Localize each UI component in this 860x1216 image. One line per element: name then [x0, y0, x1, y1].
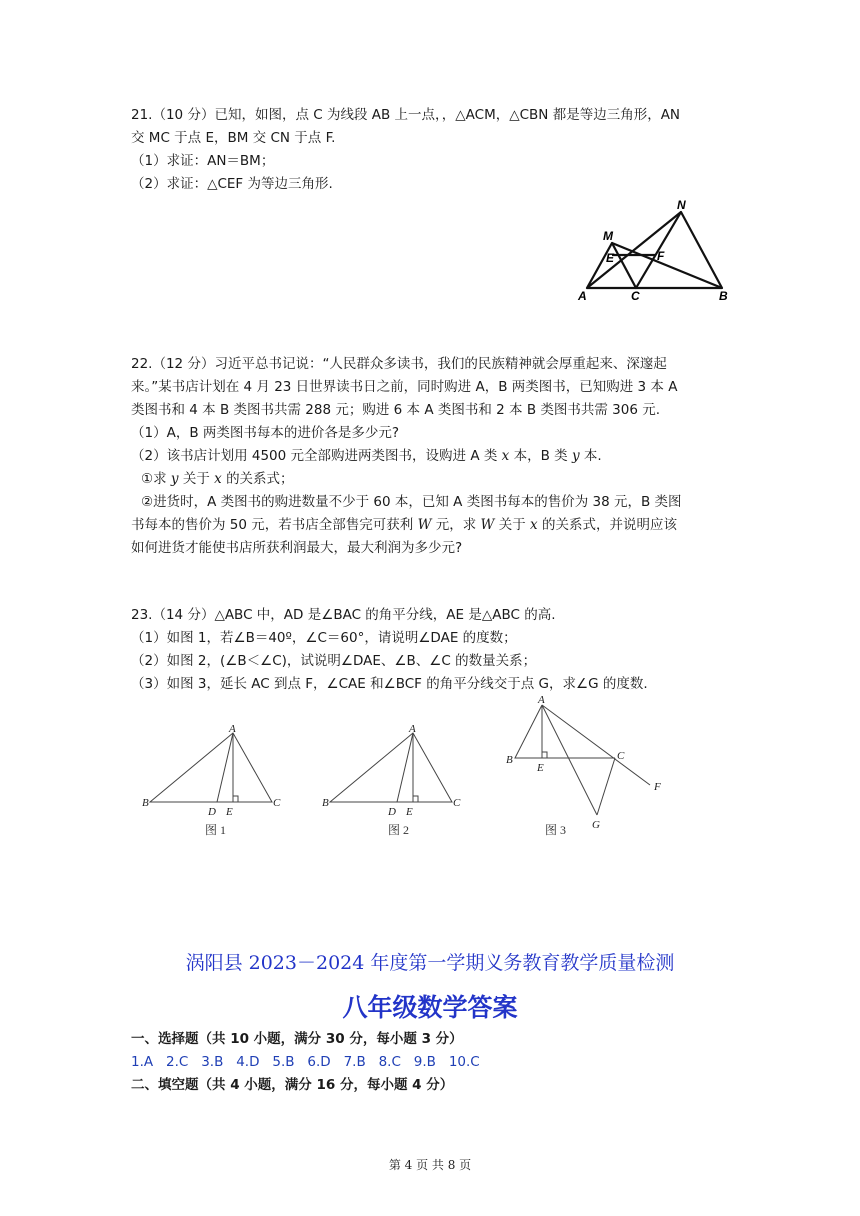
choice-5: 5.B	[272, 1054, 295, 1070]
answers-header: 涡阳县 2023－2024 年度第一学期义务教育教学质量检测	[185, 952, 675, 974]
q22-line2: 来。”某书店计划在 4 月 23 日世界读书日之前，同时购进 A，B 两类图书，已知购进 3 本 A	[131, 379, 678, 395]
choice-6: 6.D	[307, 1054, 331, 1070]
q23-figures	[0, 690, 860, 850]
fig3-label-a: A	[538, 694, 545, 706]
choice-7: 7.B	[343, 1054, 366, 1070]
fig2-label-c: C	[453, 797, 461, 809]
fig2-label-a: A	[409, 723, 416, 735]
q23-line1: 23.（14 分）△ABC 中，AD 是∠BAC 的角平分线，AE 是△ABC 的高.	[131, 607, 556, 623]
choice-3: 3.B	[201, 1054, 224, 1070]
fig1-label-e: E	[226, 806, 233, 818]
q22-line9: 如何进货才能使书店所获利润最大，最大利润为多少元?	[131, 540, 463, 556]
fig21-label-f: F	[657, 249, 665, 263]
choice-4: 4.D	[236, 1054, 260, 1070]
fig3-label-b: B	[506, 754, 513, 766]
q23-line4: （3）如图 3，延长 AC 到点 F，∠CAE 和∠BCF 的角平分线交于点 G，求∠G 的度数.	[131, 676, 648, 692]
q21-line2: 交 MC 于点 E，BM 交 CN 于点 F.	[131, 130, 336, 146]
q21-line1: 21.（10 分）已知，如图，点 C 为线段 AB 上一点，，△ACM，△CBN 都是等边三角形，AN	[131, 107, 681, 123]
fig21-label-m: M	[603, 229, 613, 243]
q21-figure	[570, 196, 740, 306]
fig21-label-e: E	[606, 251, 615, 265]
q21-line3: （1）求证：AN＝BM；	[131, 153, 275, 169]
q22-line7: ②进货时，A 类图书的购进数量不少于 60 本，已知 A 类图书每本的售价为 38 元，B 类图	[141, 494, 682, 510]
fig21-label-b: B	[719, 289, 728, 303]
fig2-caption: 图 2	[388, 823, 410, 837]
fig1-label-c: C	[273, 797, 281, 809]
q22-line8: 书每本的售价为 50 元，若书店全部售完可获利 W 元，求 W 关于 x 的关系式，并说明应该	[131, 517, 677, 533]
choice-8: 8.C	[378, 1054, 401, 1070]
fig3-label-f: F	[654, 781, 661, 793]
choice-2: 2.C	[166, 1054, 189, 1070]
fig1-label-d: D	[208, 806, 216, 818]
choice-answers	[131, 1052, 480, 1072]
fig1-label-b: B	[142, 797, 149, 809]
q21-line4: （2）求证：△CEF 为等边三角形.	[131, 176, 333, 192]
fig2-label-b: B	[322, 797, 329, 809]
fig1-caption: 图 1	[205, 823, 227, 837]
q23-line3: （2）如图 2，(∠B＜∠C)，试说明∠DAE、∠B、∠C 的数量关系；	[131, 653, 537, 669]
fig3-caption: 图 3	[545, 823, 567, 837]
fig21-label-n: N	[677, 198, 686, 212]
fig2-label-e: E	[406, 806, 413, 818]
q22-line1: 22.（12 分）习近平总书记说：“人民群众多读书，我们的民族精神就会厚重起来、深邃起	[131, 356, 667, 372]
fig3-label-c: C	[617, 750, 625, 762]
q22-line3: 类图书和 4 本 B 类图书共需 288 元；购进 6 本 A 类图书和 2 本 B 类图书共需 306 元.	[131, 402, 661, 418]
choice-9: 9.B	[413, 1054, 436, 1070]
q22-line4: （1）A，B 两类图书每本的进价各是多少元?	[131, 425, 400, 441]
q23-line2: （1）如图 1，若∠B＝40º，∠C＝60°，请说明∠DAE 的度数；	[131, 630, 517, 646]
q22-line5: （2）该书店计划用 4500 元全部购进两类图书，设购进 A 类 x 本，B 类 y 本.	[131, 448, 602, 464]
choice-10: 10.C	[448, 1054, 480, 1070]
choice-1: 1.A	[131, 1054, 154, 1070]
section2-heading: 二、填空题（共 4 小题，满分 16 分，每小题 4 分）	[131, 1077, 454, 1093]
fig21-label-c: C	[631, 289, 640, 303]
fig21-label-a: A	[578, 289, 587, 303]
answers-title: 八年级数学答案	[342, 993, 518, 1022]
q22-line6: ①求 y 关于 x 的关系式；	[141, 471, 294, 487]
fig3-label-g: G	[592, 819, 600, 831]
fig3-label-e: E	[537, 762, 544, 774]
fig1-label-a: A	[229, 723, 236, 735]
page-footer: 第 4 页 共 8 页	[388, 1158, 472, 1172]
fig2-label-d: D	[388, 806, 396, 818]
section1-heading: 一、选择题（共 10 小题，满分 30 分，每小题 3 分）	[131, 1031, 463, 1047]
